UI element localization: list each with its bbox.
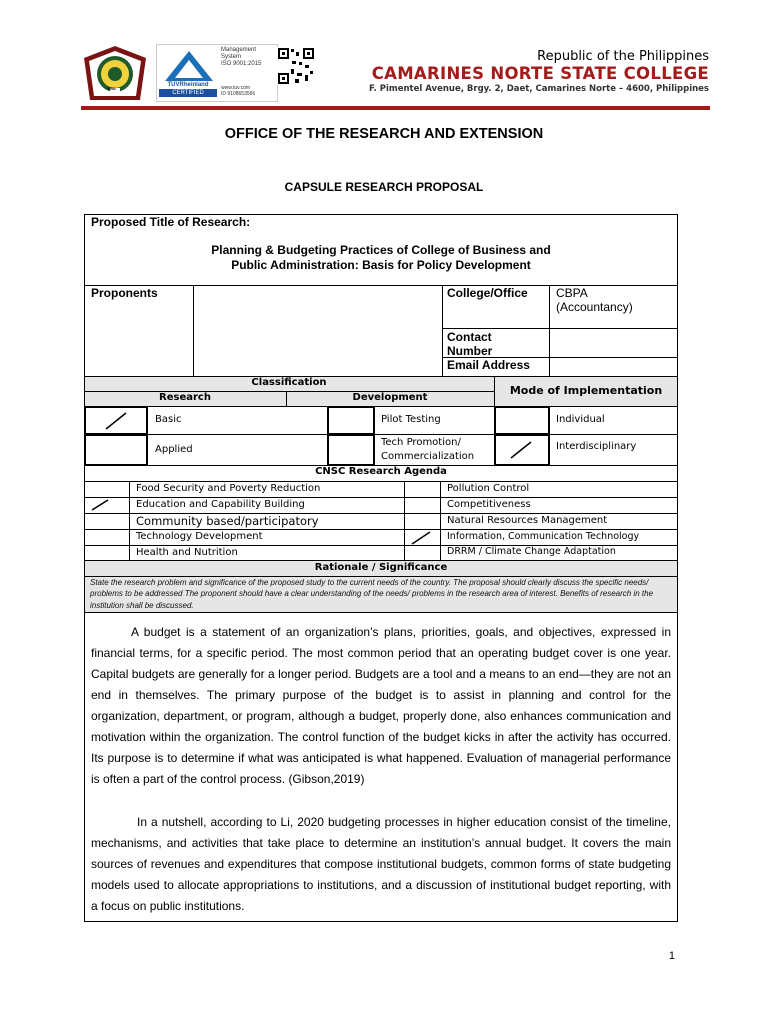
agenda-item-pollution: Pollution Control — [447, 483, 530, 494]
contact-number-label: Contact Number — [447, 330, 493, 358]
rationale-label: Rationale / Significance — [314, 562, 448, 573]
proposed-title-box — [84, 214, 678, 286]
college-office-value: CBPA (Accountancy) — [556, 286, 633, 314]
rationale-instructions: State the research problem and significance of the proposed study to the current needs of the country. The proposal should clearly discuss the specific needs/ problems to be addressed The proponent should have a clear understanding of the needs/ problems in the research area of interest. Benefits of research in the institution shall be discussed. — [90, 578, 654, 610]
research-label: Research — [159, 392, 211, 403]
ict-check-mark-icon — [410, 530, 432, 546]
research-title-line-1: Planning & Budgeting Practices of College of Business and — [211, 243, 551, 257]
agenda-item-technology: Technology Development — [136, 531, 263, 542]
college-office-label: College/Office — [447, 286, 528, 300]
seal-year: 1992 — [107, 86, 116, 91]
republic-line: Republic of the Philippines — [537, 49, 709, 64]
education-check-mark-icon — [90, 498, 110, 512]
mode-of-implementation-label: Mode of Implementation — [509, 384, 663, 397]
pilot-testing-label: Pilot Testing — [381, 414, 441, 425]
rationale-paragraph-1: A budget is a statement of an organization’s plans, priorities, goals, and objectives, expressed in financial terms, for a specific period. The most common period that an operating budget cover is one year. Capital budgets are generally for a longer period. Budgets are a tool and a means to an end—they are not an end in themselves. The primary purpose of the budget is to assist in planning and control for the organization, department, or program, although a budget, properly done, also enhances communication and motivation within the organization. The control function of the budget kicks in after the activity has occurred. Its purpose is to determine if what was anticipated is what happened. Evaluation of managerial performance is often a part of the control process. (Gibson,2019) — [91, 625, 671, 786]
agenda-item-food-security: Food Security and Poverty Reduction — [136, 483, 321, 494]
agenda-item-competitiveness: Competitiveness — [447, 499, 531, 510]
individual-label: Individual — [556, 414, 605, 425]
interdisciplinary-check-mark-icon — [509, 440, 533, 460]
agenda-item-community: Community based/participatory — [136, 514, 319, 528]
qr-code-icon — [277, 47, 315, 85]
applied-label: Applied — [155, 444, 193, 455]
individual-checkbox[interactable] — [494, 406, 550, 435]
agenda-item-drrm: DRRM / Climate Change Adaptation — [447, 546, 616, 557]
email-address-label: Email Address — [447, 358, 530, 372]
proponents-label: Proponents — [91, 286, 158, 300]
interdisciplinary-label: Interdisciplinary — [556, 441, 637, 452]
rationale-paragraph-2: In a nutshell, according to Li, 2020 budgeting processes in higher education consist of the timeline, mechanisms, and activities that take place to determine an institution’s annual budget. It covers the main sources of revenues and expenditures that compose institutional budgets, common forms of state budgeting models used to allocate appropriations to institutions, and a discussion of institutional budget reporting, with a focus on public institutions. — [91, 815, 671, 913]
tech-promotion-checkbox[interactable] — [327, 434, 375, 466]
tuv-triangle-icon — [163, 49, 215, 83]
agenda-item-education: Education and Capability Building — [136, 499, 305, 510]
agenda-item-ict: Information, Communication Technology — [447, 531, 640, 542]
agenda-item-health: Health and Nutrition — [136, 547, 238, 558]
agenda-item-natural-resources: Natural Resources Management — [447, 515, 608, 526]
basic-check-mark-icon — [104, 411, 128, 431]
cert-text: Management System ISO 9001:2015 — [221, 47, 262, 67]
cert-url: www.tuv.com ID 9108653566 — [221, 85, 256, 97]
research-title-line-2: Public Administration: Basis for Policy Development — [231, 258, 531, 272]
certified-badge: CERTIFIED — [159, 89, 217, 97]
college-seal-logo — [82, 44, 148, 102]
page-number: 1 — [668, 950, 675, 962]
development-label: Development — [352, 392, 428, 403]
tuv-brand: TÜVRheinland — [167, 82, 209, 88]
office-title: OFFICE OF THE RESEARCH AND EXTENSION — [224, 126, 544, 142]
pilot-testing-checkbox[interactable] — [327, 406, 375, 435]
form-title: CAPSULE RESEARCH PROPOSAL — [284, 180, 484, 194]
research-agenda-label: CNSC Research Agenda — [315, 466, 447, 477]
college-name: CAMARINES NORTE STATE COLLEGE — [371, 64, 709, 83]
classification-label: Classification — [251, 377, 327, 388]
header-rule — [81, 106, 710, 110]
applied-checkbox[interactable] — [84, 434, 148, 466]
iso-certification-badge — [156, 44, 278, 102]
college-address: F. Pimentel Avenue, Brgy. 2, Daet, Camarines Norte – 4600, Philippines — [369, 84, 709, 94]
tech-promotion-label: Tech Promotion/ Commercialization — [381, 437, 475, 462]
proposed-title-label: Proposed Title of Research: — [91, 215, 251, 229]
basic-label: Basic — [155, 414, 182, 425]
